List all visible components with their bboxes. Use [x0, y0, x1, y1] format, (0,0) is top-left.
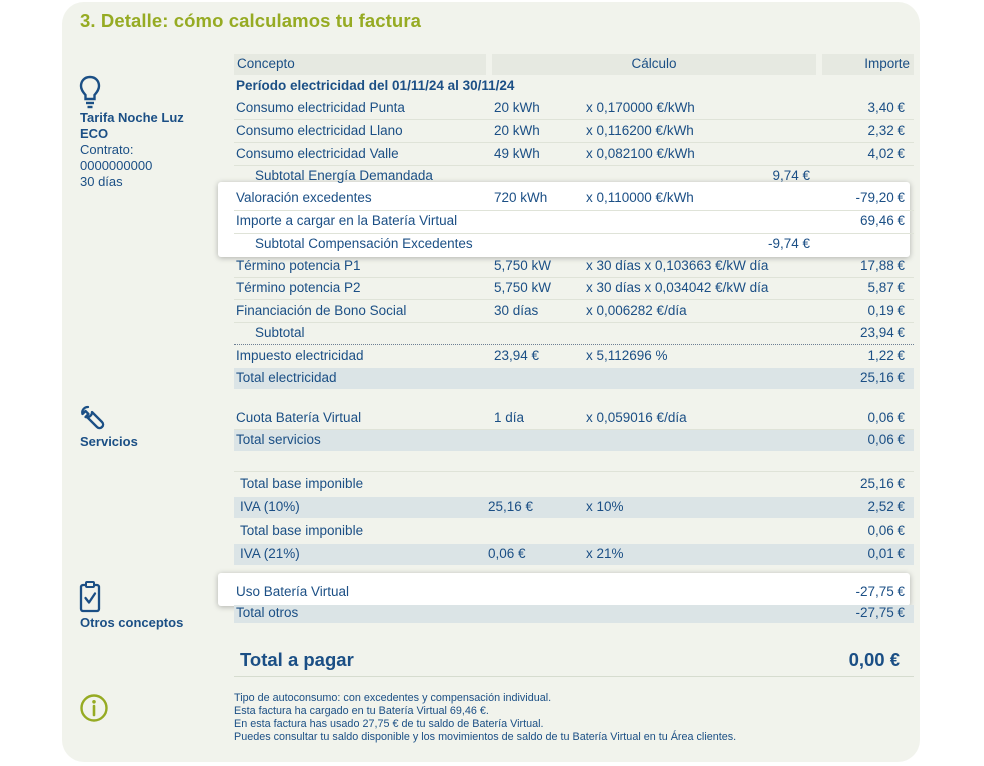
subtotal-energy-value: 9,74 € [772, 168, 810, 183]
header-concept-text: Concepto [237, 56, 295, 71]
total-other-label: Total otros [236, 605, 299, 620]
vat-label: IVA (10%) [240, 499, 300, 514]
total-services-amount: 0,06 € [867, 432, 905, 447]
services-label: Servicios [80, 434, 138, 449]
row-qty: 1 día [494, 410, 525, 425]
row-calc: x 30 días x 0,034042 €/kW día [586, 280, 769, 295]
battery-use-amount: -27,75 € [855, 584, 905, 599]
vat-row [234, 497, 914, 518]
total-other-amount: -27,75 € [855, 605, 905, 620]
row-amount: -79,20 € [855, 190, 905, 205]
vat-amount: 2,52 € [867, 499, 905, 514]
wrench-icon [78, 404, 106, 432]
total-services-row [234, 430, 914, 451]
row-concept: Consumo electricidad Llano [236, 123, 403, 138]
vat-label: IVA (21%) [240, 546, 300, 561]
invoice-detail-card [62, 2, 920, 762]
subtotal-label: Subtotal [255, 325, 305, 340]
row-amount: 69,46 € [859, 213, 905, 228]
row-amount: 3,40 € [867, 100, 905, 115]
contract-label: Contrato: [80, 142, 134, 157]
row-concept: Término potencia P2 [236, 280, 361, 295]
tax-base-row [234, 521, 914, 542]
row-concept: Término potencia P1 [236, 258, 361, 273]
header-calc-text: Cálculo [631, 56, 677, 71]
table-row [234, 144, 914, 166]
total-pay-amount: 0,00 € [848, 649, 900, 670]
table-row [234, 121, 914, 143]
subtotal-surplus-row [234, 234, 914, 254]
vat-base: 0,06 € [488, 546, 526, 561]
billing-days: 30 días [80, 174, 123, 189]
total-electricity-row [234, 368, 914, 389]
row-qty: 5,750 kW [494, 258, 552, 273]
section-title: 3. Detalle: cómo calculamos tu factura [80, 10, 422, 31]
row-amount: 1,22 € [867, 348, 905, 363]
vat-amount: 0,01 € [867, 546, 905, 561]
row-amount: 0,19 € [867, 303, 905, 318]
battery-use-row [234, 582, 914, 603]
total-services-label: Total servicios [236, 432, 321, 447]
period-label: Período electricidad del 01/11/24 al 30/11/24 [236, 78, 515, 93]
vat-row [234, 544, 914, 565]
subtotal-energy-row [234, 166, 914, 186]
subtotal-surplus-label: Subtotal Compensación Excedentes [255, 236, 473, 251]
header-calc [492, 54, 816, 75]
vat-base: 25,16 € [488, 499, 534, 514]
table-row [234, 211, 914, 234]
vat-rate: x 21% [586, 546, 624, 561]
header-amount [822, 54, 914, 75]
note-line: En esta factura has usado 27,75 € de tu saldo de Batería Virtual. [234, 718, 544, 730]
row-concept: Impuesto electricidad [236, 348, 364, 363]
row-amount: 17,88 € [859, 258, 905, 273]
table-row [234, 301, 914, 323]
row-qty: 5,750 kW [494, 280, 552, 295]
other-concepts-label: Otros conceptos [80, 615, 184, 630]
header-amount-text: Importe [864, 56, 910, 71]
table-row [234, 278, 914, 300]
row-calc: x 30 días x 0,103663 €/kW día [586, 258, 769, 273]
row-concept: Financiación de Bono Social [236, 303, 407, 318]
total-electricity-amount: 25,16 € [859, 370, 905, 385]
subtotal-row [234, 323, 914, 345]
row-qty: 30 días [494, 303, 539, 318]
lightbulb-icon [78, 74, 102, 110]
tax-base-row [234, 474, 914, 495]
total-other-row [234, 605, 914, 623]
row-calc: x 0,170000 €/kWh [586, 100, 695, 115]
total-to-pay [234, 646, 914, 677]
row-amount: 5,87 € [867, 280, 905, 295]
tariff-name-line1: Tarifa Noche Luz [80, 110, 184, 125]
row-concept: Importe a cargar en la Batería Virtual [236, 213, 458, 228]
footnotes [234, 692, 736, 744]
row-calc: x 0,006282 €/día [586, 303, 687, 318]
tax-base-amount: 25,16 € [859, 476, 905, 491]
battery-use-label: Uso Batería Virtual [236, 584, 350, 599]
row-qty: 49 kWh [494, 146, 540, 161]
tariff-name-line2: ECO [80, 126, 109, 141]
table-row [234, 188, 914, 211]
row-amount: 4,02 € [867, 146, 905, 161]
subtotal-energy-label: Subtotal Energía Demandada [255, 168, 433, 183]
period-row [234, 76, 914, 97]
tax-base-amount: 0,06 € [867, 523, 905, 538]
service-row [234, 408, 914, 430]
row-concept: Consumo electricidad Valle [236, 146, 399, 161]
subtotal-surplus-value: -9,74 € [767, 236, 810, 251]
tax-base-label: Total base imponible [240, 523, 364, 538]
contract-number: 0000000000 [80, 158, 153, 173]
row-calc: x 0,059016 €/día [586, 410, 687, 425]
note-line: Esta factura ha cargado en tu Batería Virtual 69,46 €. [234, 705, 489, 717]
row-calc: x 0,116200 €/kWh [586, 123, 694, 138]
separator [234, 461, 914, 472]
row-amount: 0,06 € [867, 410, 905, 425]
total-pay-label: Total a pagar [240, 649, 354, 670]
note-line: Tipo de autoconsumo: con excedentes y compensación individual. [234, 692, 552, 704]
tax-row [234, 346, 914, 367]
total-electricity-label: Total electricidad [236, 370, 337, 385]
row-qty: 20 kWh [494, 100, 540, 115]
vat-rate: x 10% [586, 499, 624, 514]
row-qty: 23,94 € [494, 348, 540, 363]
table-row [234, 256, 914, 278]
tariff-info [80, 110, 184, 190]
row-calc: x 0,082100 €/kWh [586, 146, 695, 161]
clipboard-check-icon [78, 580, 102, 614]
row-concept: Cuota Batería Virtual [236, 410, 362, 425]
row-concept: Valoración excedentes [236, 190, 372, 205]
tax-base-label: Total base imponible [240, 476, 364, 491]
row-calc: x 5,112696 % [586, 348, 668, 363]
row-concept: Consumo electricidad Punta [236, 100, 405, 115]
table-row [234, 98, 914, 120]
row-amount: 2,32 € [867, 123, 905, 138]
info-icon [79, 693, 109, 723]
row-qty: 720 kWh [494, 190, 548, 205]
row-qty: 20 kWh [494, 123, 540, 138]
row-calc: x 0,110000 €/kWh [586, 190, 694, 205]
note-line: Puedes consultar tu saldo disponible y los movimientos de saldo de tu Batería Virtual en tu Área clientes. [234, 731, 737, 743]
subtotal-amount: 23,94 € [859, 325, 905, 340]
header-concept [234, 54, 486, 75]
